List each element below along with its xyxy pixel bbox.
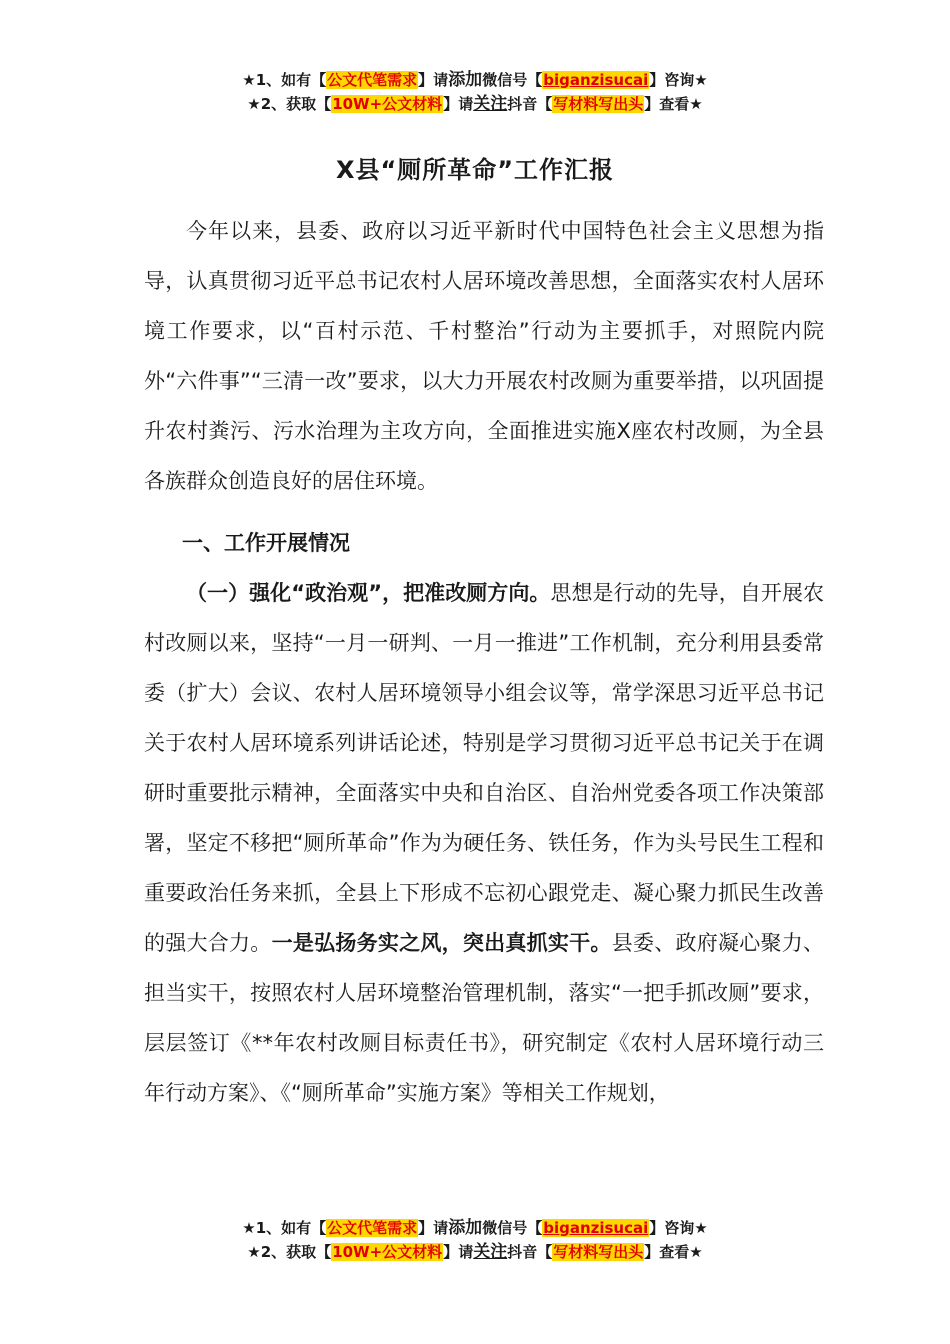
promo-emphasis: 关注 [473, 94, 508, 114]
promo-line-2 [0, 92, 950, 116]
point-heading: 一是弘扬务实之风，突出真抓实干。 [271, 931, 612, 955]
promo-text: 】请 [443, 1243, 474, 1261]
promo-text: ★2、获取【 [247, 1243, 332, 1261]
promo-text: ★1、如有【 [242, 1219, 327, 1237]
promo-emphasis: 添加 [448, 70, 483, 90]
promo-highlight: 10W+公文材料 [332, 1243, 443, 1261]
promo-text: ★2、获取【 [247, 95, 332, 113]
promo-line-1 [0, 68, 950, 92]
promo-emphasis: 添加 [448, 1218, 483, 1238]
promo-highlight: 公文代笔需求 [327, 1219, 418, 1237]
promo-text: 抖音【 [507, 95, 553, 113]
promo-text: 】咨询★ [649, 71, 708, 89]
promo-text: 】请 [443, 95, 474, 113]
promo-wechat-id: biganzisucai [543, 71, 649, 89]
promo-text: 抖音【 [507, 1243, 553, 1261]
promo-highlight: 10W+公文材料 [332, 95, 443, 113]
point-text: 县委、政府凝心聚力、担当实干，按照农村人居环境整治管理机制，落实“一把手抓改厕”要求，层层签订《**年农村改厕目标责任书》，研究制定《农村人居环境行动三年行动方案》、《“厕所革命”实施方案》等相关工作规划， [144, 931, 825, 1105]
promo-text: 】查看★ [644, 1243, 703, 1261]
promo-text: 】请 [418, 1219, 449, 1237]
subsection-heading: （一）强化“政治观”，把准改厕方向。 [186, 581, 551, 605]
promo-text: 】查看★ [644, 95, 703, 113]
promo-text: ★1、如有【 [242, 71, 327, 89]
top-promo-banner [0, 68, 950, 116]
bottom-promo-banner [0, 1216, 950, 1264]
section-heading: 一、工作开展情况 [182, 531, 350, 555]
promo-text: 】咨询★ [649, 1219, 708, 1237]
promo-text: 】请 [418, 71, 449, 89]
document-body [144, 206, 824, 1118]
promo-wechat-id: biganzisucai [543, 1219, 649, 1237]
promo-text: 微信号【 [482, 71, 543, 89]
intro-paragraph: 今年以来，县委、政府以习近平新时代中国特色社会主义思想为指导，认真贯彻习近平总书记农村人居环境改善思想，全面落实农村人居环境工作要求，以“百村示范、千村整治”行动为主要抓手，对照院内院外“六件事”“三清一改”要求，以大力开展农村改厕为重要举措，以巩固提升农村粪污、污水治理为主攻方向，全面推进实施X座农村改厕，为全县各族群众创造良好的居住环境。 [144, 219, 824, 493]
subsection-paragraph [144, 568, 824, 1118]
promo-emphasis: 关注 [473, 1242, 508, 1262]
subsection-text: 思想是行动的先导，自开展农村改厕以来，坚持“一月一研判、一月一推进”工作机制，充分利用县委常委（扩大）会议、农村人居环境领导小组会议等，常学深思习近平总书记关于农村人居环境系列讲话论述，特别是学习贯彻习近平总书记关于在调研时重要批示精神，全面落实中央和自治区、自治州党委各项工作决策部署，坚定不移把“厕所革命”作为为硬任务、铁任务，作为头号民生工程和重要政治任务来抓，全县上下形成不忘初心跟党走、凝心聚力抓民生改善的强大合力。 [144, 581, 824, 955]
promo-text: 微信号【 [482, 1219, 543, 1237]
promo-line-1 [0, 1216, 950, 1240]
promo-line-2 [0, 1240, 950, 1264]
promo-highlight: 公文代笔需求 [327, 71, 418, 89]
promo-douyin-id: 写材料写出头 [553, 1243, 644, 1261]
promo-douyin-id: 写材料写出头 [553, 95, 644, 113]
document-title: X县“厕所革命”工作汇报 [335, 156, 615, 184]
